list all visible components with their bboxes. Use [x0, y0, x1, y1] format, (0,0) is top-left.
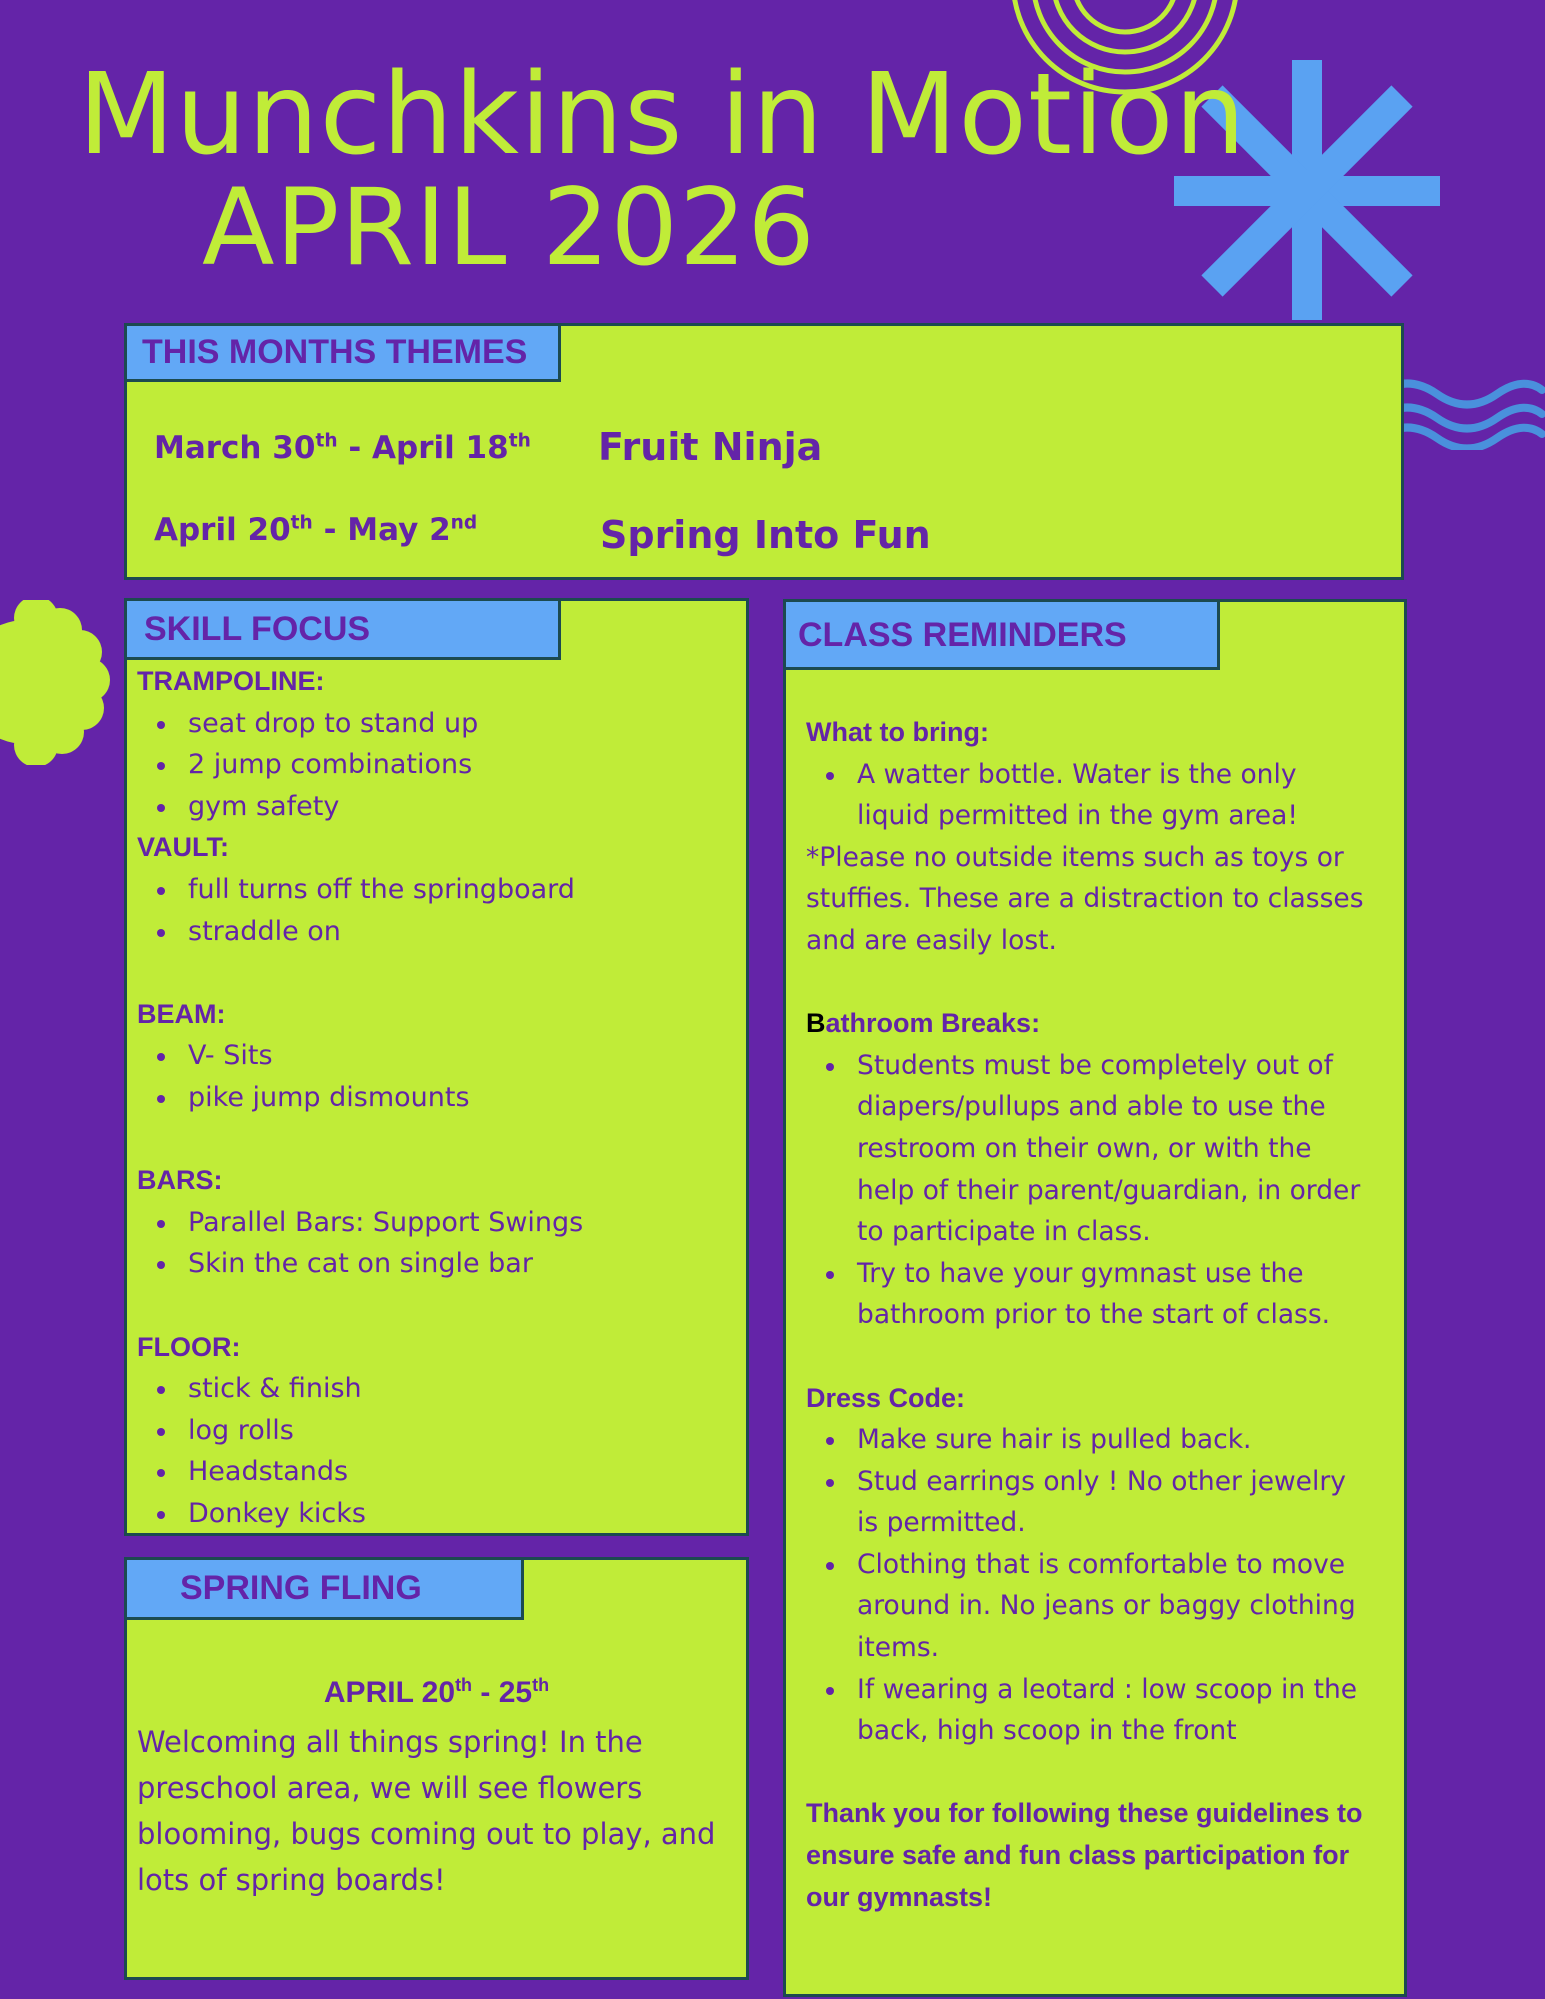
list-item: seat drop to stand up	[137, 703, 737, 745]
list-item: Students must be completely out of diapers/pullups and able to use the restroom on their own, or with the help of their parent/guardian, in order to participate in class.	[806, 1045, 1366, 1253]
class-reminders-tab-label: CLASS REMINDERS	[798, 616, 1127, 654]
list-item: straddle on	[137, 911, 737, 953]
vault-heading: VAULT:	[137, 832, 229, 863]
list-item: A watter bottle. Water is the only liquid permitted in the gym area!	[806, 754, 1366, 837]
class-reminders-content	[806, 712, 1366, 1918]
list-item: Make sure hair is pulled back.	[806, 1419, 1366, 1461]
list-item: gym safety	[137, 786, 737, 828]
bars-heading: BARS:	[137, 1165, 223, 1196]
scalloped-circle-icon	[0, 600, 115, 765]
what-to-bring-heading: What to bring:	[806, 717, 989, 747]
list-item: V- Sits	[137, 1035, 737, 1077]
page-subtitle: APRIL 2026	[202, 166, 816, 289]
page-title: Munchkins in Motion	[78, 50, 1247, 180]
class-reminders-tab	[783, 599, 1220, 670]
floor-list	[137, 1368, 737, 1534]
list-item: Clothing that is comfortable to move around in. No jeans or baggy clothing items.	[806, 1544, 1366, 1669]
bars-list	[137, 1202, 737, 1285]
closing-message: Thank you for following these guidelines to ensure safe and fun class participation for our gymnasts!	[806, 1798, 1363, 1912]
themes-tab-label: THIS MONTHS THEMES	[142, 333, 528, 371]
list-item: Stud earrings only ! No other jewelry is permitted.	[806, 1461, 1366, 1544]
trampoline-heading: TRAMPOLINE:	[137, 666, 325, 696]
theme-row-2-dates: April 20th - May 2nd	[154, 512, 478, 548]
dress-code-heading: Dress Code:	[806, 1382, 966, 1413]
list-item: pike jump dismounts	[137, 1077, 737, 1119]
what-to-bring-list	[806, 754, 1366, 837]
trampoline-list	[137, 703, 737, 828]
bathroom-breaks-heading: Bathroom Breaks:	[806, 1008, 1041, 1039]
list-item: 2 jump combinations	[137, 744, 737, 786]
vault-list	[137, 869, 737, 952]
beam-list	[137, 1035, 737, 1118]
list-item: Parallel Bars: Support Swings	[137, 1202, 737, 1244]
skill-focus-tab	[124, 598, 561, 660]
floor-heading: FLOOR:	[137, 1331, 241, 1362]
list-item: full turns off the springboard	[137, 869, 737, 911]
spring-fling-body: Welcoming all things spring! In the preschool area, we will see flowers blooming, bugs coming out to play, and lots of spring boards!	[137, 1725, 716, 1897]
themes-tab	[124, 323, 561, 382]
list-item: Headstands	[137, 1451, 737, 1493]
bathroom-breaks-list	[806, 1045, 1366, 1336]
skill-focus-tab-label: SKILL FOCUS	[144, 610, 371, 648]
skill-focus-content	[137, 661, 737, 1534]
list-item: stick & finish	[137, 1368, 737, 1410]
list-item: Donkey kicks	[137, 1493, 737, 1535]
spring-fling-dates: APRIL 20th - 25th	[323, 1675, 550, 1709]
list-item: Try to have your gymnast use the bathroom prior to the start of class.	[806, 1253, 1366, 1336]
what-to-bring-note: *Please no outside items such as toys or stuffies. These are a distraction to classes and are easily lost.	[806, 841, 1364, 956]
list-item: If wearing a leotard : low scoop in the back, high scoop in the front	[806, 1669, 1366, 1752]
list-item: log rolls	[137, 1410, 737, 1452]
theme-row-2-name: Spring Into Fun	[600, 513, 931, 557]
spring-fling-tab-label: SPRING FLING	[180, 1569, 422, 1607]
theme-row-1-dates: March 30th - April 18th	[154, 430, 531, 466]
dress-code-list	[806, 1419, 1366, 1752]
beam-heading: BEAM:	[137, 998, 226, 1029]
theme-row-1-name: Fruit Ninja	[598, 425, 823, 469]
spring-fling-tab	[124, 1557, 524, 1620]
list-item: Skin the cat on single bar	[137, 1243, 737, 1285]
